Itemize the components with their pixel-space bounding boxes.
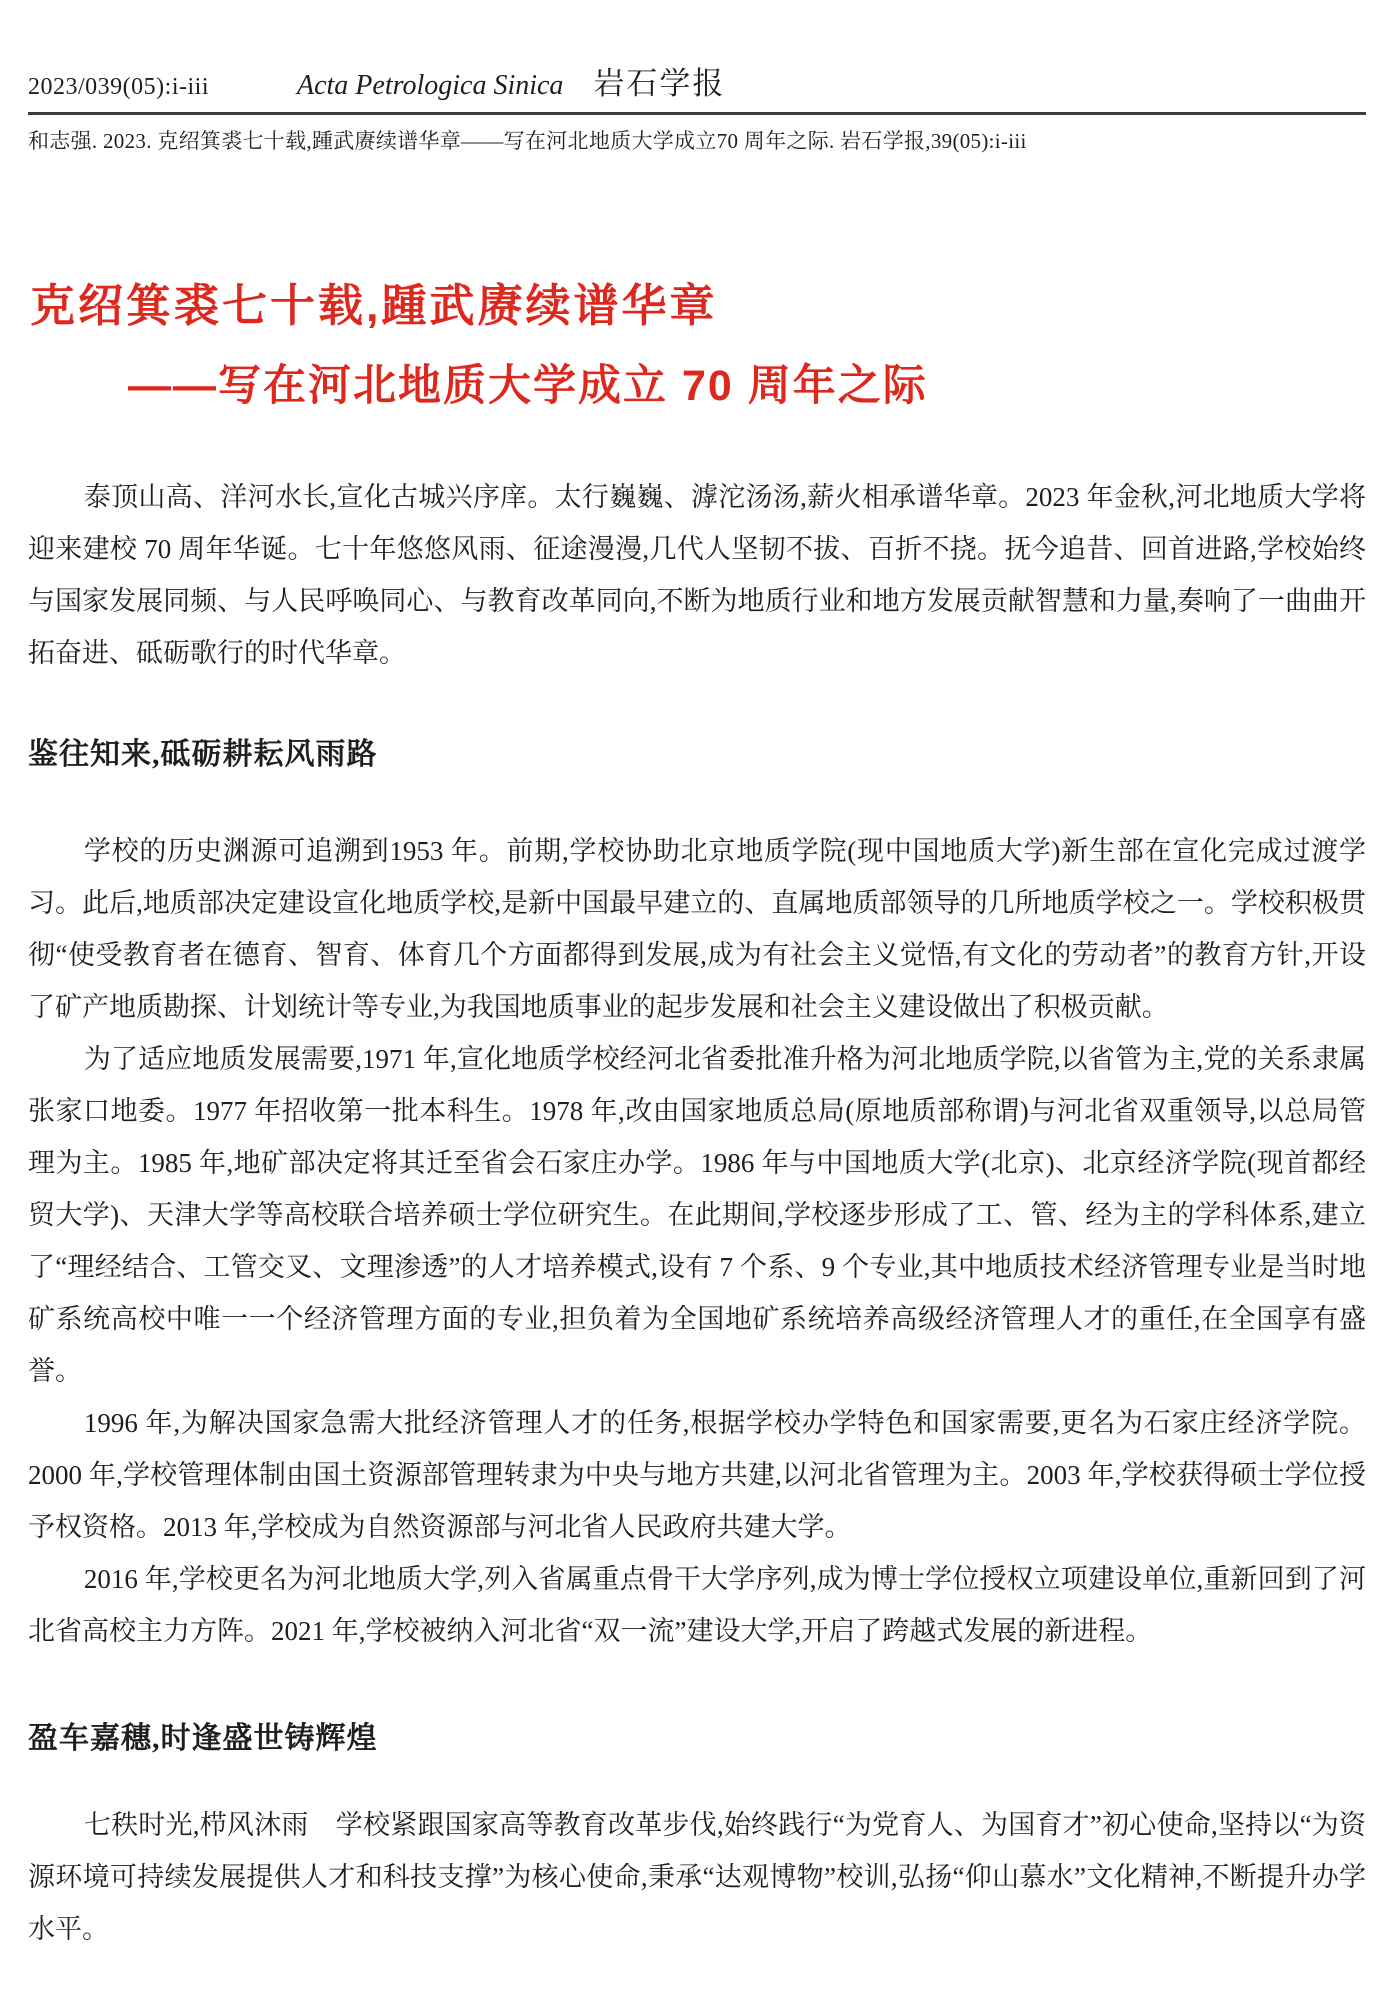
section-1-heading: 鉴往知来,砥砺耕耘风雨路 [28,738,378,771]
journal-name-en: Acta Petrologica Sinica [296,70,564,101]
journal-header-row [28,0,1366,103]
section-1-paragraph-3: 1996 年,为解决国家急需大批经济管理人才的任务,根据学校办学特色和国家需要,更名为石家庄经济学院。2000 年,学校管理体制由国土资源部管理转隶为中央与地方共建,以河北省管理为主。2003 年,学校获得硕士学位授予权资格。2013 年,学校成为自然资源部与河北省人民政府共建大学。 [28,1408,1366,1542]
citation-line: 和志强. 2023. 克绍箕裘七十载,踵武赓续谱华章——写在河北地质大学成立70 周年之际. 岩石学报,39(05):i-iii [28,129,1027,153]
article-subtitle: ——写在河北地质大学成立 70 周年之际 [128,362,928,410]
section-1-paragraph-1: 学校的历史渊源可追溯到1953 年。前期,学校协助北京地质学院(现中国地质大学)新生部在宣化完成过渡学习。此后,地质部决定建设宣化地质学校,是新中国最早建立的、直属地质部领导的几所地质学校之一。学校积极贯彻“使受教育者在德育、智育、体育几个方面都得到发展,成为有社会主义觉悟,有文化的劳动者”的教育方针,开设了矿产地质勘探、计划统计等专业,为我国地质事业的起步发展和社会主义建设做出了积极贡献。 [28,836,1366,1022]
section-1-paragraph-2: 为了适应地质发展需要,1971 年,宣化地质学校经河北省委批准升格为河北地质学院,以省管为主,党的关系隶属张家口地委。1977 年招收第一批本科生。1978 年,改由国家地质总局(原地质部称谓)与河北省双重领导,以总局管理为主。1985 年,地矿部决定将其迁至省会石家庄办学。1986 年与中国地质大学(北京)、北京经济学院(现首都经贸大学)、天津大学等高校联合培养硕士学位研究生。在此期间,学校逐步形成了工、管、经为主的学科体系,建立了“理经结合、工管交叉、文理渗透”的人才培养模式,设有 7 个系、9 个专业,其中地质技术经济管理专业是当时地矿系统高校中唯一一个经济管理方面的专业,担负着为全国地矿系统培养高级经济管理人才的重任,在全国享有盛誉。 [28,1044,1366,1386]
header-rule [28,112,1366,115]
journal-header [28,0,1366,155]
section-2-heading: 盈车嘉穗,时逢盛世铸辉煌 [28,1722,378,1755]
section-2-paragraph-1: 七秩时光,栉风沐雨 学校紧跟国家高等教育改革步伐,始终践行“为党育人、为国育才”初心使命,坚持以“为资源环境可持续发展提供人才和科技支撑”为核心使命,秉承“达观博物”校训,弘扬“仰山慕水”文化精神,不断提升办学水平。 [28,1810,1366,1944]
journal-name-cn: 岩石学报 [593,66,726,101]
article-title: 克绍箕裘七十载,踵武赓续谱华章 [30,280,718,331]
journal-issue: 2023/039(05):i-iii [28,74,209,100]
section-1-paragraph-4: 2016 年,学校更名为河北地质大学,列入省属重点骨干大学序列,成为博士学位授权立项建设单位,重新回到了河北省高校主力方阵。2021 年,学校被纳入河北省“双一流”建设大学,开启了跨越式发展的新进程。 [28,1564,1366,1646]
intro-paragraph: 泰顶山高、洋河水长,宣化古城兴序庠。太行巍巍、滹沱汤汤,薪火相承谱华章。2023 年金秋,河北地质大学将迎来建校 70 周年华诞。七十年悠悠风雨、征途漫漫,几代人坚韧不拔、百折不挠。抚今追昔、回首进路,学校始终与国家发展同频、与人民呼唤同心、与教育改革同向,不断为地质行业和地方发展贡献智慧和力量,奏响了一曲曲开拓奋进、砥砺歌行的时代华章。 [28,482,1366,668]
